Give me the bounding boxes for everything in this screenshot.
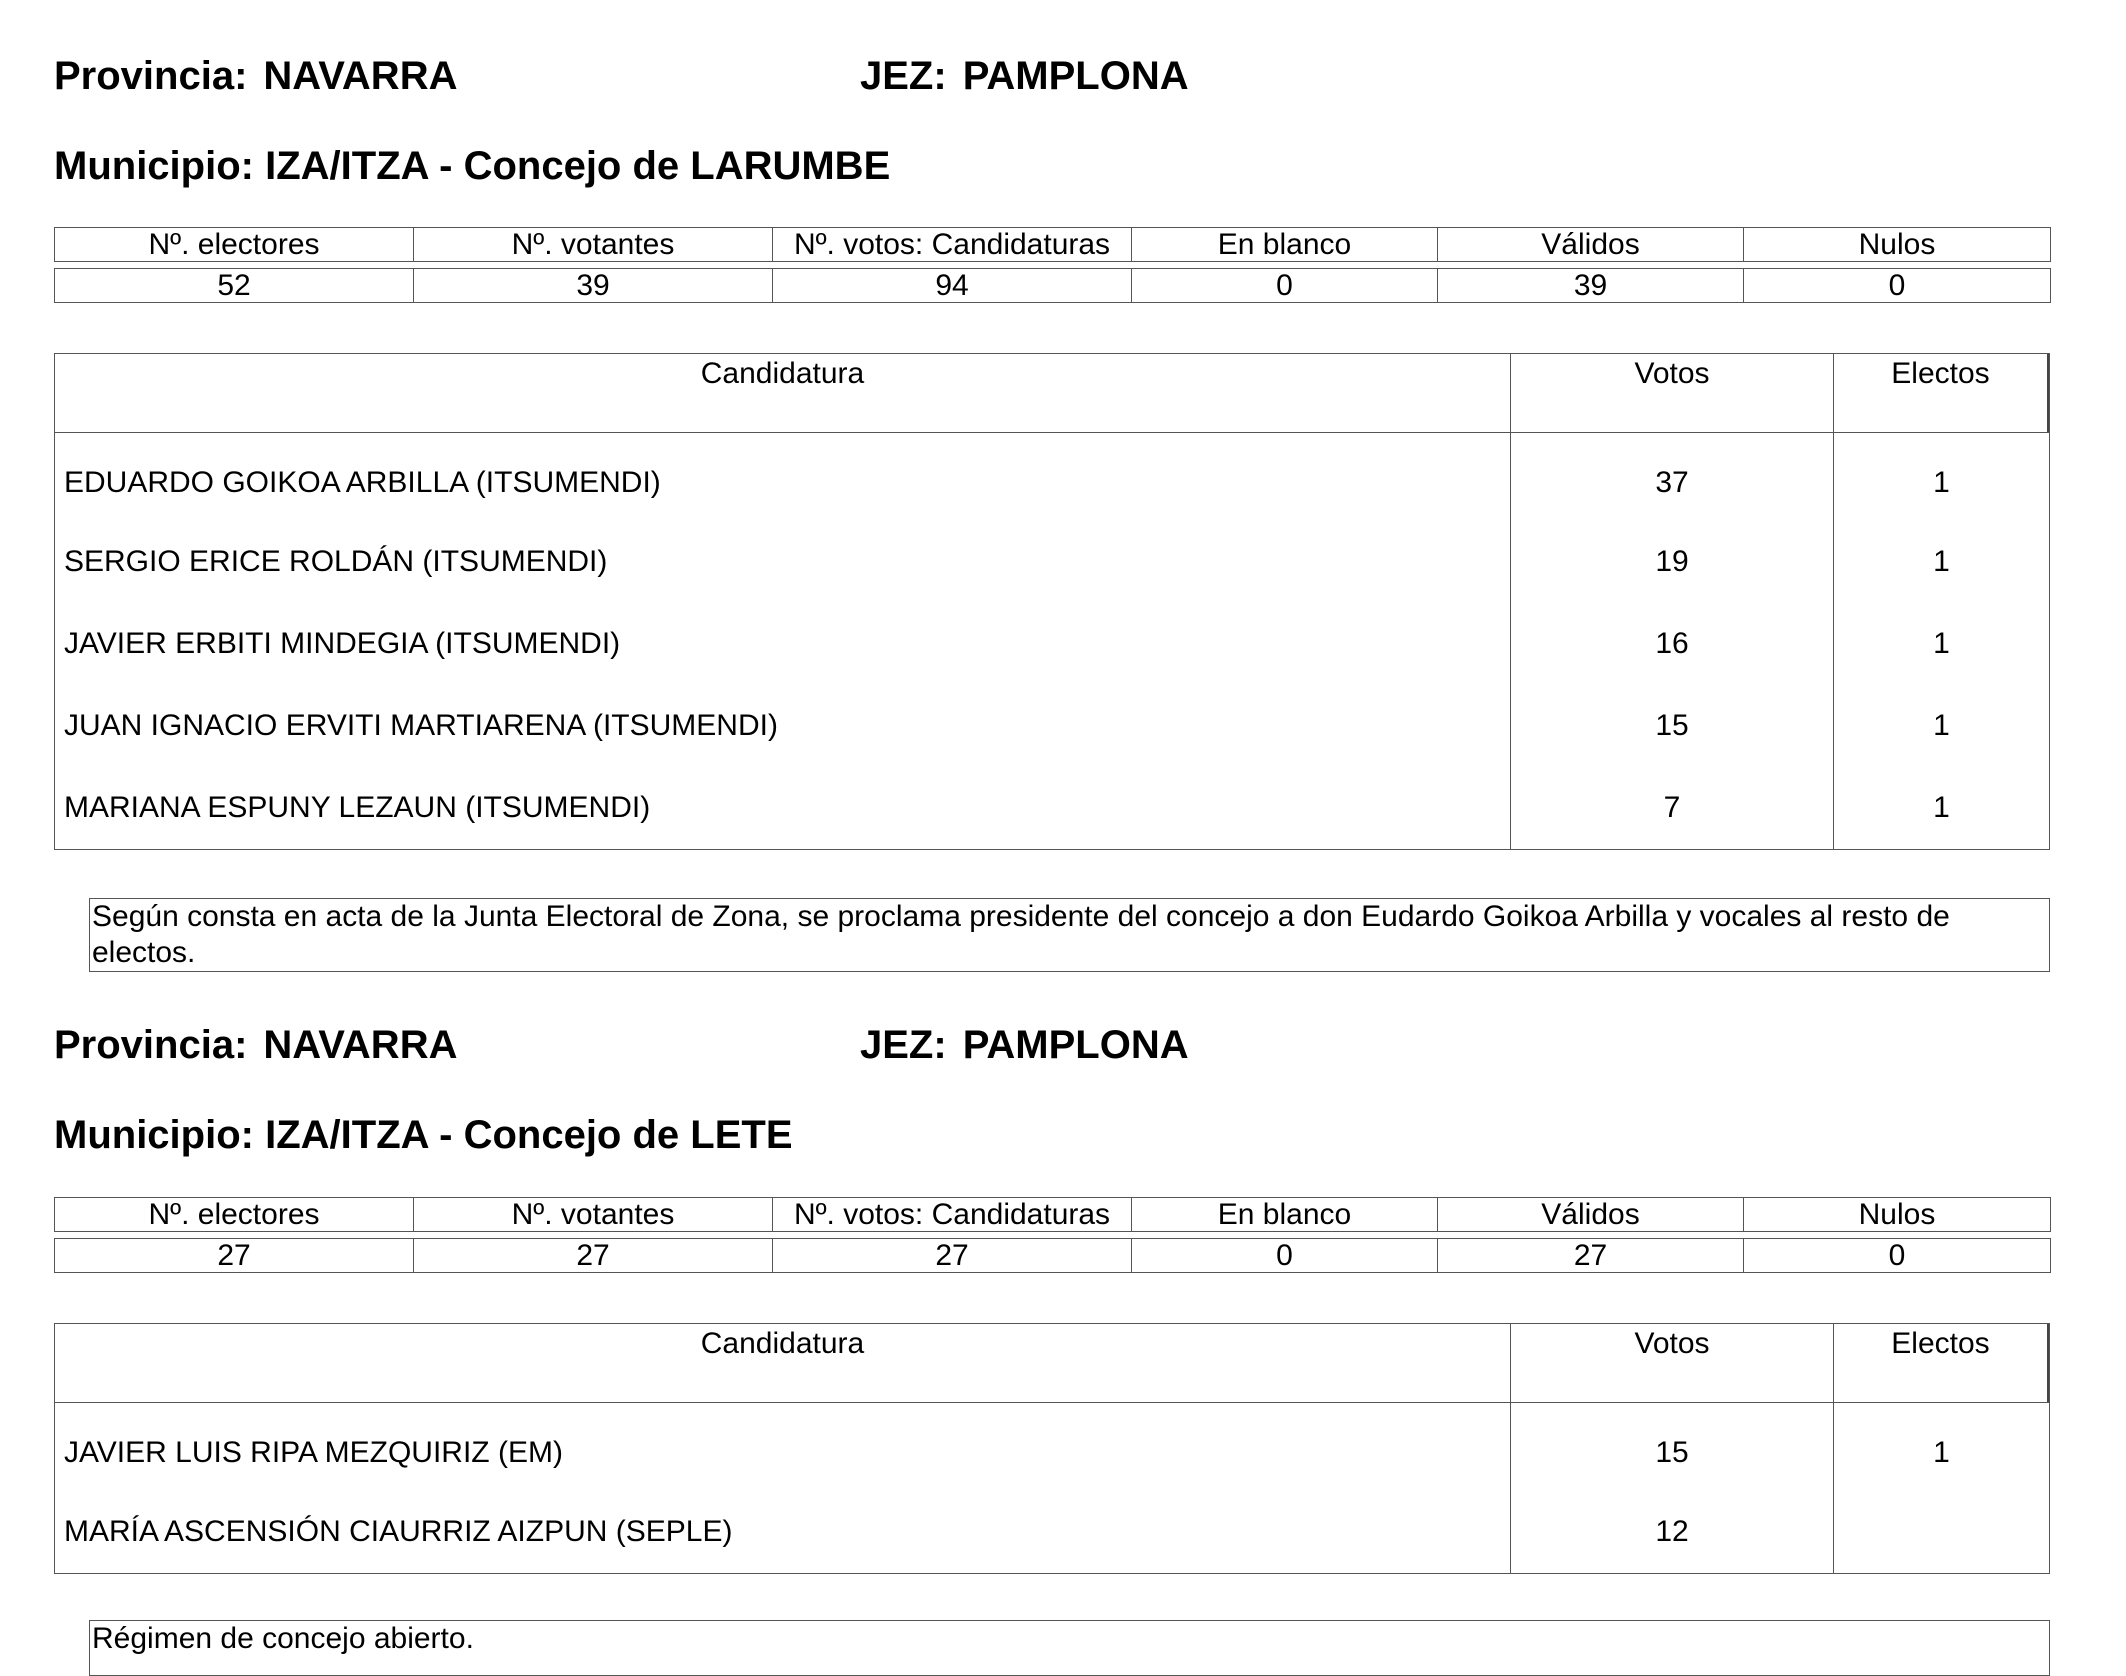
candidate-votos: 12: [1511, 1491, 1834, 1573]
candidate-name: MARIANA ESPUNY LEZAUN (ITSUMENDI): [55, 767, 1511, 849]
table-row: [55, 1403, 2049, 1491]
candidatura-header-row: [55, 1324, 2049, 1403]
candidate-votos: 37: [1511, 433, 1834, 521]
jez-label: JEZ:: [860, 1023, 947, 1067]
provincia-heading: [54, 52, 457, 100]
table-row: [55, 603, 2049, 685]
header-votantes: Nº. votantes: [414, 228, 773, 262]
table-row: [55, 685, 2049, 767]
candidate-votos: 15: [1511, 1403, 1834, 1491]
municipio-heading: [54, 142, 890, 190]
table-row: [55, 433, 2049, 521]
header-votos: Votos: [1511, 354, 1834, 432]
jez-value: PAMPLONA: [962, 1023, 1189, 1067]
provincia-label: Provincia:: [54, 54, 248, 98]
header-electores: Nº. electores: [55, 228, 414, 262]
municipio-value: IZA/ITZA - Concejo de LARUMBE: [265, 144, 891, 188]
header-votantes: Nº. votantes: [414, 1198, 773, 1232]
value-en-blanco: 0: [1132, 269, 1438, 303]
candidate-electos: 1: [1933, 1436, 1950, 1469]
header-candidatura: Candidatura: [55, 354, 1511, 432]
header-en-blanco: En blanco: [1132, 228, 1438, 262]
provincia-value: NAVARRA: [263, 54, 458, 98]
table-row: [55, 767, 2049, 849]
value-electores: 27: [55, 1239, 414, 1273]
stats-table: [54, 227, 2051, 303]
table-row: [55, 1491, 2049, 1573]
candidate-electos: 1: [1933, 791, 1950, 824]
header-votos: Votos: [1511, 1324, 1834, 1402]
value-en-blanco: 0: [1132, 1239, 1438, 1273]
provincia-value: NAVARRA: [263, 1023, 458, 1067]
regime-note: Régimen de concejo abierto.: [89, 1620, 2050, 1676]
header-votos-candidaturas: Nº. votos: Candidaturas: [773, 1198, 1132, 1232]
header-nulos: Nulos: [1744, 228, 2051, 262]
table-row: [55, 521, 2049, 603]
stats-table: [54, 1197, 2051, 1273]
stats-value-row: [55, 269, 2051, 303]
value-votos-candidaturas: 94: [773, 269, 1132, 303]
value-validos: 39: [1438, 269, 1744, 303]
value-votantes: 39: [414, 269, 773, 303]
candidatura-header-row: [55, 354, 2049, 433]
value-votos-candidaturas: 27: [773, 1239, 1132, 1273]
header-candidatura: Candidatura: [55, 1324, 1511, 1402]
candidate-electos: [1834, 1491, 2049, 1573]
candidate-electos: 1: [1933, 466, 1950, 499]
header-validos: Válidos: [1438, 1198, 1744, 1232]
candidate-name: EDUARDO GOIKOA ARBILLA (ITSUMENDI): [55, 433, 1511, 521]
candidate-votos: 7: [1511, 767, 1834, 849]
proclamation-note: Según consta en acta de la Junta Electoral de Zona, se proclama presidente del concejo a don Eudardo Goikoa Arbilla y vocales al resto de electos.: [89, 898, 2050, 972]
stats-header-row: [55, 228, 2051, 262]
header-votos-candidaturas: Nº. votos: Candidaturas: [773, 228, 1132, 262]
header-nulos: Nulos: [1744, 1198, 2051, 1232]
candidate-electos: 1: [1933, 545, 1950, 578]
municipio-heading: [54, 1111, 793, 1159]
stats-value-row: [55, 1239, 2051, 1273]
candidate-name: JAVIER LUIS RIPA MEZQUIRIZ (EM): [55, 1403, 1511, 1491]
stats-header-row: [55, 1198, 2051, 1232]
candidate-name: MARÍA ASCENSIÓN CIAURRIZ AIZPUN (SEPLE): [55, 1491, 1511, 1573]
jez-heading: [860, 1021, 1189, 1069]
candidatura-table: [54, 353, 2050, 850]
jez-label: JEZ:: [860, 54, 947, 98]
value-nulos: 0: [1744, 269, 2051, 303]
jez-heading: [860, 52, 1189, 100]
value-nulos: 0: [1744, 1239, 2051, 1273]
header-en-blanco: En blanco: [1132, 1198, 1438, 1232]
header-electos: Electos: [1834, 1324, 2049, 1402]
candidate-votos: 16: [1511, 603, 1834, 685]
municipio-label: Municipio:: [54, 1113, 254, 1157]
candidate-electos: 1: [1933, 627, 1950, 660]
jez-value: PAMPLONA: [962, 54, 1189, 98]
value-votantes: 27: [414, 1239, 773, 1273]
value-validos: 27: [1438, 1239, 1744, 1273]
provincia-heading: [54, 1021, 457, 1069]
header-electores: Nº. electores: [55, 1198, 414, 1232]
candidate-votos: 15: [1511, 685, 1834, 767]
header-validos: Válidos: [1438, 228, 1744, 262]
value-electores: 52: [55, 269, 414, 303]
candidate-name: JUAN IGNACIO ERVITI MARTIARENA (ITSUMENDI): [55, 685, 1511, 767]
municipio-value: IZA/ITZA - Concejo de LETE: [265, 1113, 793, 1157]
candidate-electos: 1: [1933, 709, 1950, 742]
municipio-label: Municipio:: [54, 144, 254, 188]
header-electos: Electos: [1834, 354, 2049, 432]
candidate-name: SERGIO ERICE ROLDÁN (ITSUMENDI): [55, 521, 1511, 603]
candidatura-table: [54, 1323, 2050, 1574]
provincia-label: Provincia:: [54, 1023, 248, 1067]
candidate-name: JAVIER ERBITI MINDEGIA (ITSUMENDI): [55, 603, 1511, 685]
candidate-votos: 19: [1511, 521, 1834, 603]
